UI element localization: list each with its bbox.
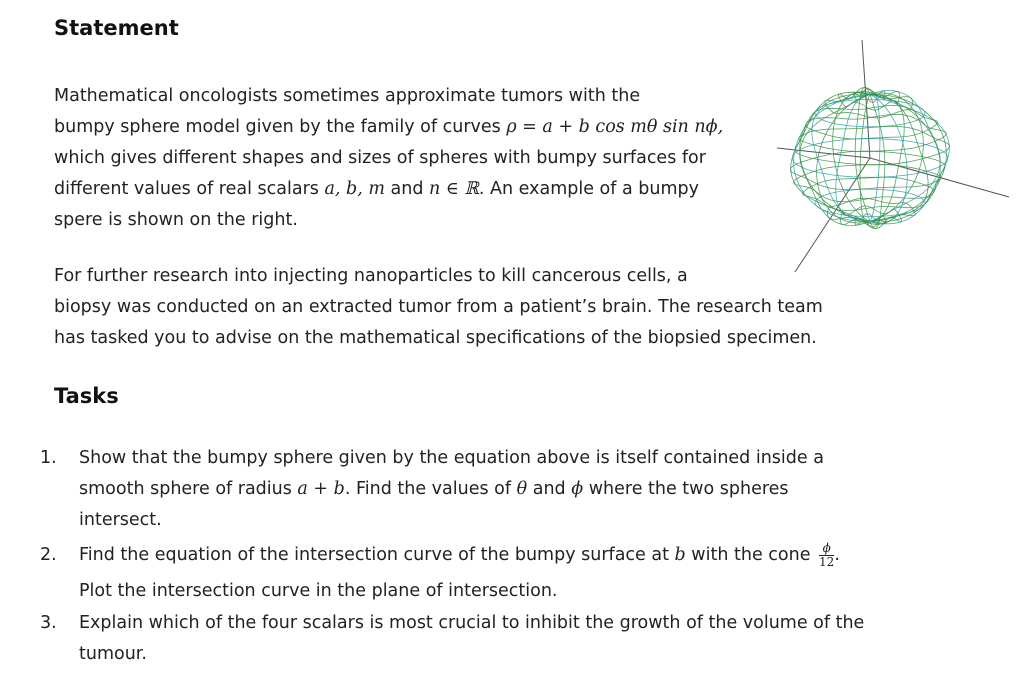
task-line: Plot the intersection curve in the plane of intersection. — [79, 581, 558, 601]
task-text — [79, 608, 919, 670]
scalar-vars: a, b, m — [324, 179, 385, 199]
bumpy-sphere-wireframe-icon — [775, 38, 1015, 280]
math-radius: a + b — [297, 479, 345, 499]
task-line: intersect. — [79, 510, 162, 530]
axis-line — [777, 148, 870, 158]
task-item-3 — [40, 608, 920, 672]
task-line: tumour. — [79, 644, 147, 664]
parallel-line — [815, 189, 925, 216]
statement-line: biopsy was conducted on an extracted tumor from a patient’s brain. The research team — [54, 297, 823, 317]
task-text — [79, 443, 919, 536]
text: bumpy sphere model given by the family of curves — [54, 117, 507, 137]
task-line: Show that the bumpy sphere given by the equation above is itself contained inside a — [79, 448, 824, 468]
text: . — [834, 545, 840, 565]
task-item-1 — [40, 443, 920, 539]
statement-line: spere is shown on the right. — [54, 210, 298, 230]
axis-line — [862, 40, 870, 158]
text: smooth sphere of radius — [79, 479, 298, 499]
cone-fraction — [819, 542, 834, 569]
statement-line: has tasked you to advise on the mathematical specifications of the biopsied specimen. — [54, 328, 817, 348]
statement-heading: Statement — [54, 16, 179, 40]
task-line: Explain which of the four scalars is most crucial to inhibit the growth of the volume of the — [79, 613, 865, 633]
fraction-numerator: ϕ — [819, 542, 834, 556]
curve-formula: ρ = a + b cos mθ sin nϕ, — [506, 117, 724, 137]
task-text — [79, 540, 919, 607]
statement-line: For further research into injecting nanoparticles to kill cancerous cells, a — [54, 266, 688, 286]
statement-line: Mathematical oncologists sometimes approximate tumors with the — [54, 86, 641, 106]
tasks-heading: Tasks — [54, 384, 119, 408]
math-b: b — [674, 545, 686, 565]
task-number: 3. — [40, 613, 57, 633]
text: and — [384, 179, 429, 199]
text: different values of real scalars — [54, 179, 325, 199]
statement-paragraph-1 — [54, 81, 754, 236]
text: . An example of a bumpy — [478, 179, 699, 199]
fraction-denominator: 12 — [819, 554, 835, 569]
text: where the two spheres — [583, 479, 789, 499]
text: . Find the values of — [344, 479, 517, 499]
text: and — [527, 479, 572, 499]
parallel-line — [815, 100, 925, 127]
text: Find the equation of the intersection curve of the bumpy surface at — [79, 545, 675, 565]
task-number: 1. — [40, 448, 57, 468]
n-real: n ∈ ℝ — [429, 179, 479, 199]
statement-line: which gives different shapes and sizes of spheres with bumpy surfaces for — [54, 148, 706, 168]
task-line — [79, 540, 919, 576]
math-theta: θ — [516, 479, 528, 499]
math-phi: ϕ — [571, 479, 584, 499]
statement-line — [54, 112, 754, 143]
task-line — [79, 474, 919, 505]
text: with the cone — [685, 545, 817, 565]
statement-line — [54, 174, 754, 205]
task-item-2 — [40, 540, 920, 610]
task-number: 2. — [40, 545, 57, 565]
